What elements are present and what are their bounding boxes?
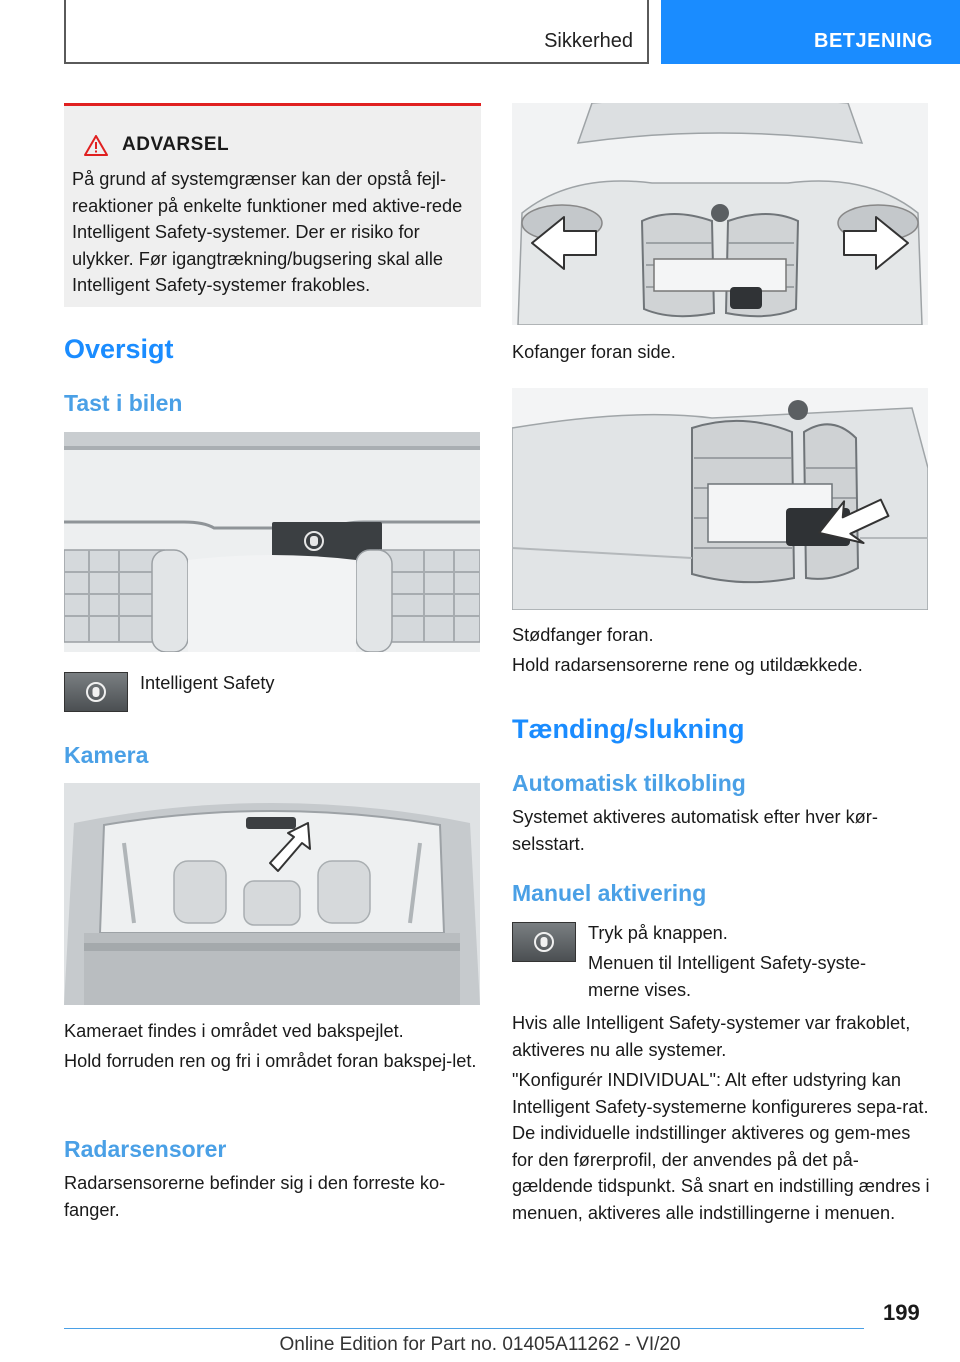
front-bumper-side-caption: Kofanger foran side. xyxy=(512,342,676,362)
manual-step-2-text: Menuen til Intelligent Safety-syste-merne vises. xyxy=(588,953,866,1000)
intelligent-safety-button-icon xyxy=(64,672,128,712)
page-number: 199 xyxy=(883,1300,920,1325)
automatic-activation-text: Systemet aktiveres automatisk efter hver kør-selsstart. xyxy=(512,807,878,854)
heading-radar: Radarsensorer xyxy=(64,1136,227,1162)
paragraph-configure-individual: "Konfigurér INDIVIDUAL": Alt efter udstyring kan Intelligent Safety-systemerne konfigureres sepa-rat. De individuelle indstillinger aktiveres og gem-mes for den førerprofil, der anvendes på det på-gældende tidspunkt. Så snart en indstilling ændres i menuen, aktiveres alle indstillingerne i menuen. xyxy=(512,1070,930,1223)
warning-text: På grund af systemgrænser kan der opstå fejl-reaktioner på enkelte funktioner med aktive-rede Intelligent Safety-systemer. Der er risiko for ulykker. Før igangtrækning/bugsering skal alle Intelligent Safety-systemer frakobles. xyxy=(72,169,463,295)
footer-divider xyxy=(64,1328,864,1329)
header-chapter-title: BETJENING xyxy=(814,30,933,52)
front-bumper-image xyxy=(512,388,928,610)
front-bumper-caption: Stødfanger foran. xyxy=(512,625,654,645)
warning-title: ADVARSEL xyxy=(122,134,230,155)
manual-step-1: Tryk på knappen. xyxy=(588,923,728,943)
heading-manual-activation: Manuel aktivering xyxy=(512,880,707,906)
header-section-title: Sikkerhed xyxy=(544,30,633,52)
front-bumper-side-image xyxy=(512,103,928,325)
warning-triangle-icon xyxy=(84,135,108,156)
heading-button-in-car: Tast i bilen xyxy=(64,390,183,416)
dashboard-button-image xyxy=(64,432,480,652)
heading-camera: Kamera xyxy=(64,742,149,768)
paragraph-all-systems: Hvis alle Intelligent Safety-systemer var frakoblet, aktiveres nu alle systemer. xyxy=(512,1013,911,1060)
manual-step-2 xyxy=(588,950,888,1003)
warning-header xyxy=(84,134,229,156)
footer-edition: Online Edition for Part no. 01405A11262 - VI/20 xyxy=(279,1334,681,1355)
camera-caption: Kameraet findes i området ved bakspejlet. xyxy=(64,1021,404,1041)
camera-text: Hold forruden ren og fri i området foran bakspej-let. xyxy=(64,1051,477,1071)
heading-on-off: Tænding/slukning xyxy=(512,714,745,744)
intelligent-safety-button-icon-2 xyxy=(512,922,576,962)
warning-box xyxy=(64,103,481,307)
front-bumper-text: Hold radarsensorerne rene og utildækkede. xyxy=(512,655,863,675)
radar-text: Radarsensorerne befinder sig i den forreste ko-fanger. xyxy=(64,1173,446,1220)
heading-overview: Oversigt xyxy=(64,334,174,364)
intelligent-safety-label: Intelligent Safety xyxy=(140,673,275,693)
header-section-box xyxy=(64,0,649,64)
heading-automatic-activation: Automatisk tilkobling xyxy=(512,770,746,796)
header-chapter-tab[interactable] xyxy=(661,0,960,64)
camera-location-image xyxy=(64,783,480,1005)
